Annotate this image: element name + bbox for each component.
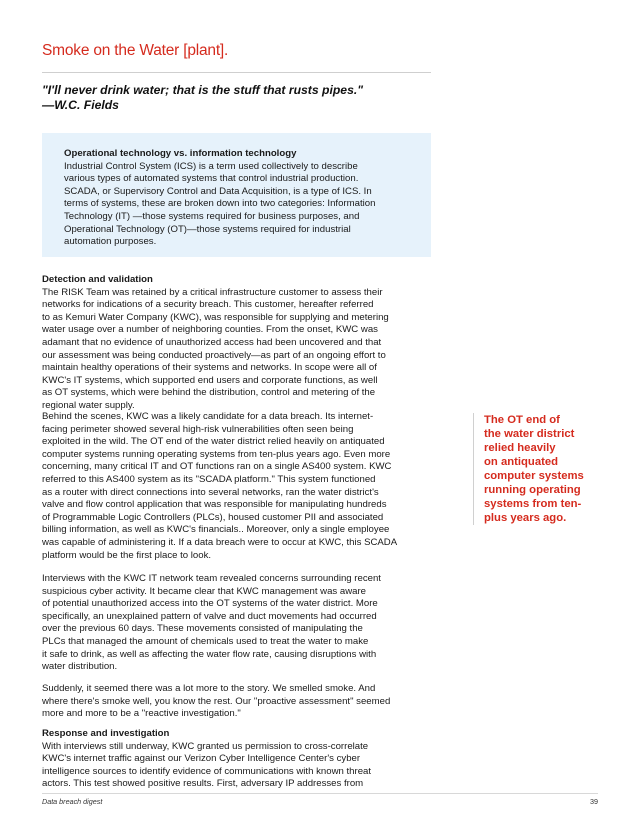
- body-line: our assessment was being conducted proactively—as part of an ongoing effort to: [42, 349, 386, 361]
- quote-attribution: —W.C. Fields: [42, 98, 119, 112]
- title-divider: [42, 72, 431, 73]
- body-line: Behind the scenes, KWC was a likely candidate for a data breach. Its internet-: [42, 411, 374, 422]
- body-line: Suddenly, it seemed there was a lot more to the story. We smelled smoke. And: [42, 683, 376, 694]
- pull-quote-line: relied heavily: [484, 442, 556, 454]
- callout-line: various types of automated systems that control industrial production.: [64, 173, 359, 185]
- callout-line: terms of systems, these are broken down into two categories: Information: [64, 198, 376, 210]
- body-line: water usage over a number of neighboring counties. From the onset, KWC was: [42, 324, 378, 336]
- body-line: as a router with direct connections into several networks, ran the water district's: [42, 486, 379, 498]
- quote-text: "I'll never drink water; that is the stuff that rusts pipes.": [42, 83, 364, 97]
- body-line: billing information, as well as KWC's financials.. Moreover, only a single employee: [42, 524, 390, 536]
- pull-quote-line: the water district: [484, 428, 575, 440]
- footer-publication-title: Data breach digest: [42, 797, 103, 806]
- callout-line: SCADA, or Supervisory Control and Data Acquisition, is a type of ICS. In: [64, 185, 372, 197]
- body-line: computer systems running operating systems from ten-plus years ago. Even more: [42, 448, 391, 460]
- section-heading-detection: Detection and validation: [42, 274, 153, 285]
- body-line: regional water supply.: [42, 399, 135, 411]
- section-heading-response: Response and investigation: [42, 728, 170, 739]
- body-line: networks for indications of a security breach. This customer, hereafter referred: [42, 299, 374, 311]
- pull-quote-line: running operating: [484, 484, 581, 496]
- body-line: PLCs that managed the amount of chemicals used to treat the water to make: [42, 635, 369, 647]
- page-title: Smoke on the Water [plant].: [42, 42, 229, 59]
- pull-quote-line: on antiquated: [484, 456, 559, 468]
- body-line: more and more to be a "reactive investigation.": [42, 708, 241, 720]
- body-line: KWC's internet traffic against our Verizon Cyber Intelligence Center's cyber: [42, 753, 361, 765]
- body-line: to as Kemuri Water Company (KWC), was responsible for supplying and metering: [42, 311, 389, 323]
- body-line: valve and flow control application that was responsible for manipulating hundreds: [42, 499, 387, 511]
- callout-line: Industrial Control System (ICS) is a term used collectively to describe: [64, 160, 358, 172]
- paragraph-breach-candidate: [42, 411, 434, 562]
- callout-line: automation purposes.: [64, 236, 157, 248]
- body-line: actors. This test showed positive results. First, adversary IP addresses from: [42, 778, 364, 790]
- body-line: referred to this AS400 system as its "SCADA platform." This system functioned: [42, 473, 376, 485]
- body-line: facing perimeter showed several high-risk vulnerabilities often seen being: [42, 423, 354, 435]
- detection-section: [42, 274, 434, 413]
- page-number: 39: [590, 797, 598, 806]
- body-line: specifically, an unexplained pattern of valve and duct movements had occurred: [42, 610, 377, 622]
- body-line: as OT systems, which were behind the distribution, control and metering of the: [42, 387, 376, 399]
- callout-line: Technology (IT) —those systems required for business purposes, and: [64, 210, 360, 222]
- callout-line: Operational Technology (OT)—those systems required for industrial: [64, 223, 351, 235]
- body-line: Interviews with the KWC IT network team revealed concerns surrounding recent: [42, 573, 381, 584]
- body-line: intelligence sources to identify evidence of communications with known threat: [42, 765, 372, 777]
- body-line: where there's smoke well, you know the rest. Our "proactive assessment" seemed: [42, 695, 391, 707]
- pull-quote-line: computer systems: [484, 470, 584, 482]
- body-line: it safe to drink, as well as affecting the water flow rate, causing disruptions with: [42, 648, 377, 660]
- body-line: was capable of administering it. If a data breach were to occur at KWC, this SCADA: [42, 536, 398, 548]
- body-line: concerning, many critical IT and OT functions ran on a single AS400 system. KWC: [42, 461, 392, 473]
- body-line: of Programmable Logic Controllers (PLCs), housed customer PII and associated: [42, 511, 384, 523]
- pull-quote-line: The OT end of: [484, 414, 560, 426]
- pull-quote-line: plus years ago.: [484, 512, 567, 524]
- body-line: water distribution.: [42, 661, 118, 673]
- pull-quote-line: systems from ten-: [484, 498, 582, 510]
- response-section: [42, 728, 434, 791]
- callout-heading: Operational technology vs. information technology: [64, 148, 297, 159]
- paragraph-interviews: [42, 573, 434, 674]
- footer-divider: [42, 793, 598, 794]
- body-line: platform would be the first place to look.: [42, 549, 212, 561]
- body-line: With interviews still underway, KWC granted us permission to cross-correlate: [42, 740, 369, 752]
- body-line: adamant that no evidence of unauthorized access had been uncovered and that: [42, 336, 382, 348]
- body-line: over the previous 60 days. These movements consisted of manipulating the: [42, 623, 363, 635]
- body-line: The RISK Team was retained by a critical infrastructure customer to assess their: [42, 286, 383, 298]
- body-line: exploited in the wild. The OT end of the water district relied heavily on antiquated: [42, 436, 385, 448]
- pull-quote: [473, 413, 609, 525]
- body-line: of potential unauthorized access into the OT systems of the water district. More: [42, 598, 378, 610]
- paragraph-smoke: [42, 683, 434, 721]
- body-line: KWC's IT systems, which supported end users and corporate functions, as well: [42, 374, 378, 386]
- body-line: maintain healthy operations of their systems and networks. In scope were all of: [42, 362, 377, 374]
- callout-content: [64, 148, 414, 249]
- body-line: suspicious cyber activity. It became clear that KWC management was aware: [42, 585, 367, 597]
- definition-callout-box: [42, 133, 431, 257]
- epigraph-quote: [42, 83, 432, 113]
